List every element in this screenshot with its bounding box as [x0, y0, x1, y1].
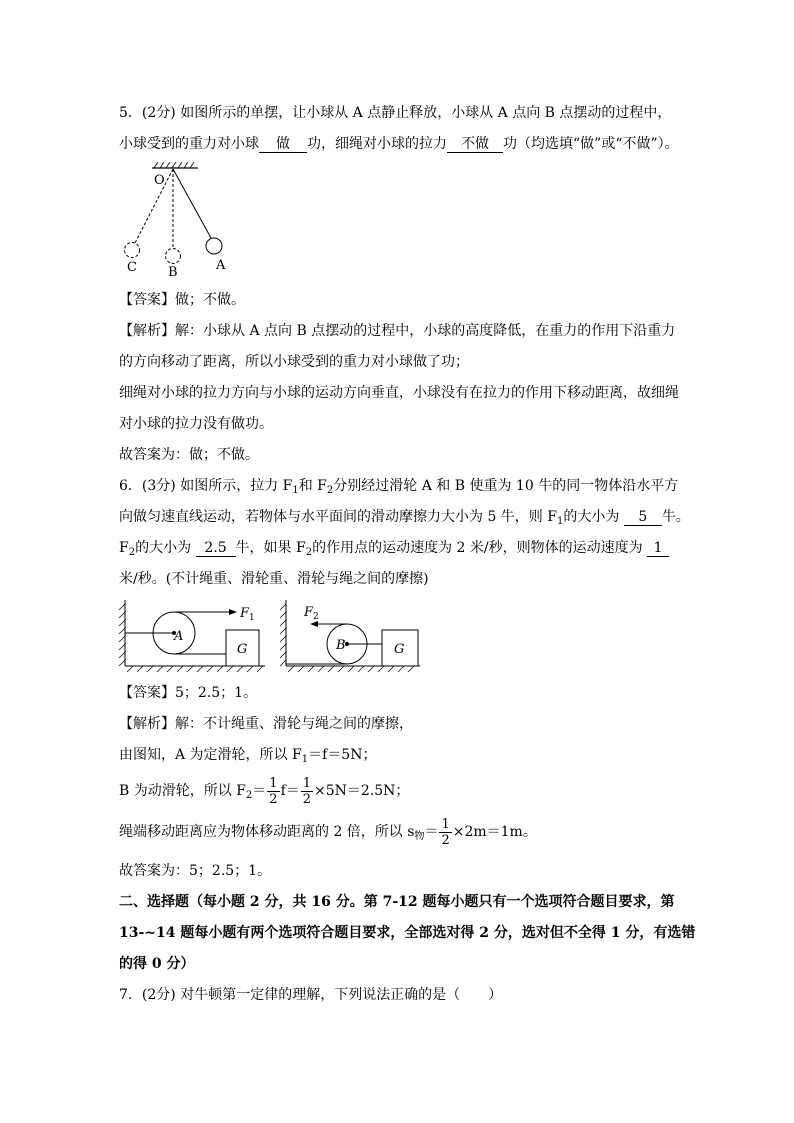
label-pulley-b: B: [336, 638, 346, 653]
ball-c: [125, 243, 140, 258]
fraction-half: $\frac{1}{2}$: [269, 775, 278, 807]
q5-stem-line1: 5．(2分) 如图所示的单摆，让小球从 A 点静止释放，小球从 A 点向 B 点摆动的过程中，: [119, 105, 672, 121]
pendulum-figure: [118, 162, 238, 278]
q5-answer-blank-2: 不做: [447, 136, 503, 153]
q6-analysis-line3: B 为动滑轮，所以 $F_2=$ $\frac{1}{2}$ f＝ $\frac{1}{2}$ ×5N＝2.5N；: [119, 775, 410, 807]
label-a: A: [216, 258, 226, 273]
q6-final-answer: 故答案为：5；2.5；1。: [119, 863, 272, 879]
label-o: O: [154, 173, 165, 188]
q5-analysis-line4: 对小球的拉力没有做功。: [119, 416, 273, 432]
label-b: B: [168, 265, 178, 278]
q6-stem-line4: 米/秒。(不计绳重、滑轮重、滑轮与绳之间的摩擦): [119, 571, 429, 587]
q5-answer: 【答案】做；不做。: [119, 292, 245, 308]
q6-analysis-line1: 【解析】解：不计绳重、滑轮与绳之间的摩擦，: [119, 716, 413, 732]
q6-answer-blank-1: 5: [624, 509, 662, 526]
q6-stem-line2: 向做匀速直线运动，若物体与水平面间的滑动摩擦力大小为 5 牛，则 $F_1$的大小为 5 牛。: [119, 509, 690, 527]
q5-answer-blank-1: 做: [259, 136, 307, 153]
q5-stem-line2: 小球受到的重力对小球 做 功，细绳对小球的拉力 不做 功（均选填“做”或“不做”）。: [119, 136, 679, 152]
fraction-half: $\frac{1}{2}$: [302, 775, 312, 807]
q6-stem-line3: $F_2$的大小为 2.5 牛，如果 $F_2$的作用点的运动速度为 2 米/秒，则物体的运动速度为 1: [119, 538, 669, 563]
ball-a: [206, 238, 222, 254]
section2-heading-line1: 二、选择题（每小题 2 分，共 16 分。第 7-12 题每小题只有一个选项符合题目要求，第: [119, 894, 675, 910]
pulley-figure-a: [119, 600, 265, 672]
q5-analysis-line1: 【解析】解：小球从 A 点向 B 点摆动的过程中，小球的高度降低，在重力的作用下沿重力: [119, 323, 676, 339]
label-pulley-a: A: [174, 629, 184, 644]
q6-answer-blank-3: 1: [647, 540, 669, 557]
pulley-figure-b: [280, 600, 420, 672]
q5-analysis-line2: 的方向移动了距离，所以小球受到的重力对小球做了功；: [119, 354, 469, 370]
q6-answer: 【答案】5；2.5；1。: [119, 685, 258, 701]
q6-answer-blank-2: 2.5: [196, 540, 236, 557]
label-g-b: G: [394, 642, 405, 657]
section2-heading-line2: 13-~14 题每小题有两个选项符合题目要求，全部选对得 2 分，选对但不全得 1 分，有选错: [119, 925, 696, 941]
label-f1: F: [240, 606, 250, 621]
ball-b: [166, 249, 181, 264]
label-g-a: G: [237, 642, 248, 657]
q5-analysis-line3: 细绳对小球的拉力方向与小球的运动方向垂直，小球没有在拉力的作用下移动距离，故细绳: [119, 385, 679, 401]
label-f2: F: [304, 605, 314, 620]
section2-heading-line3: 的得 0 分）: [119, 956, 195, 972]
svg-text:1: 1: [249, 613, 255, 623]
label-c: C: [127, 260, 137, 275]
q6-stem-line1: 6．(3分) 如图所示，拉力 $F_1$和 $F_2$分别经过滑轮 A 和 B 使重为 10 牛的同一物体沿水平方: [119, 478, 679, 496]
q6-analysis-line4: 绳端移动距离应为物体移动距离的 2 倍，所以 $s_物=$ $\frac{1}{2}$ ×2m＝1m。: [119, 816, 537, 848]
q7-stem: 7．(2分) 对牛顿第一定律的理解，下列说法正确的是（ ）: [119, 987, 503, 1003]
svg-text:2: 2: [313, 612, 319, 622]
q5-final-answer: 故答案为：做；不做。: [119, 447, 259, 463]
fraction-half: $\frac{1}{2}$: [441, 816, 450, 848]
q6-analysis-line2: 由图知，A 为定滑轮，所以 $F_1=f=5N$；: [119, 747, 377, 765]
